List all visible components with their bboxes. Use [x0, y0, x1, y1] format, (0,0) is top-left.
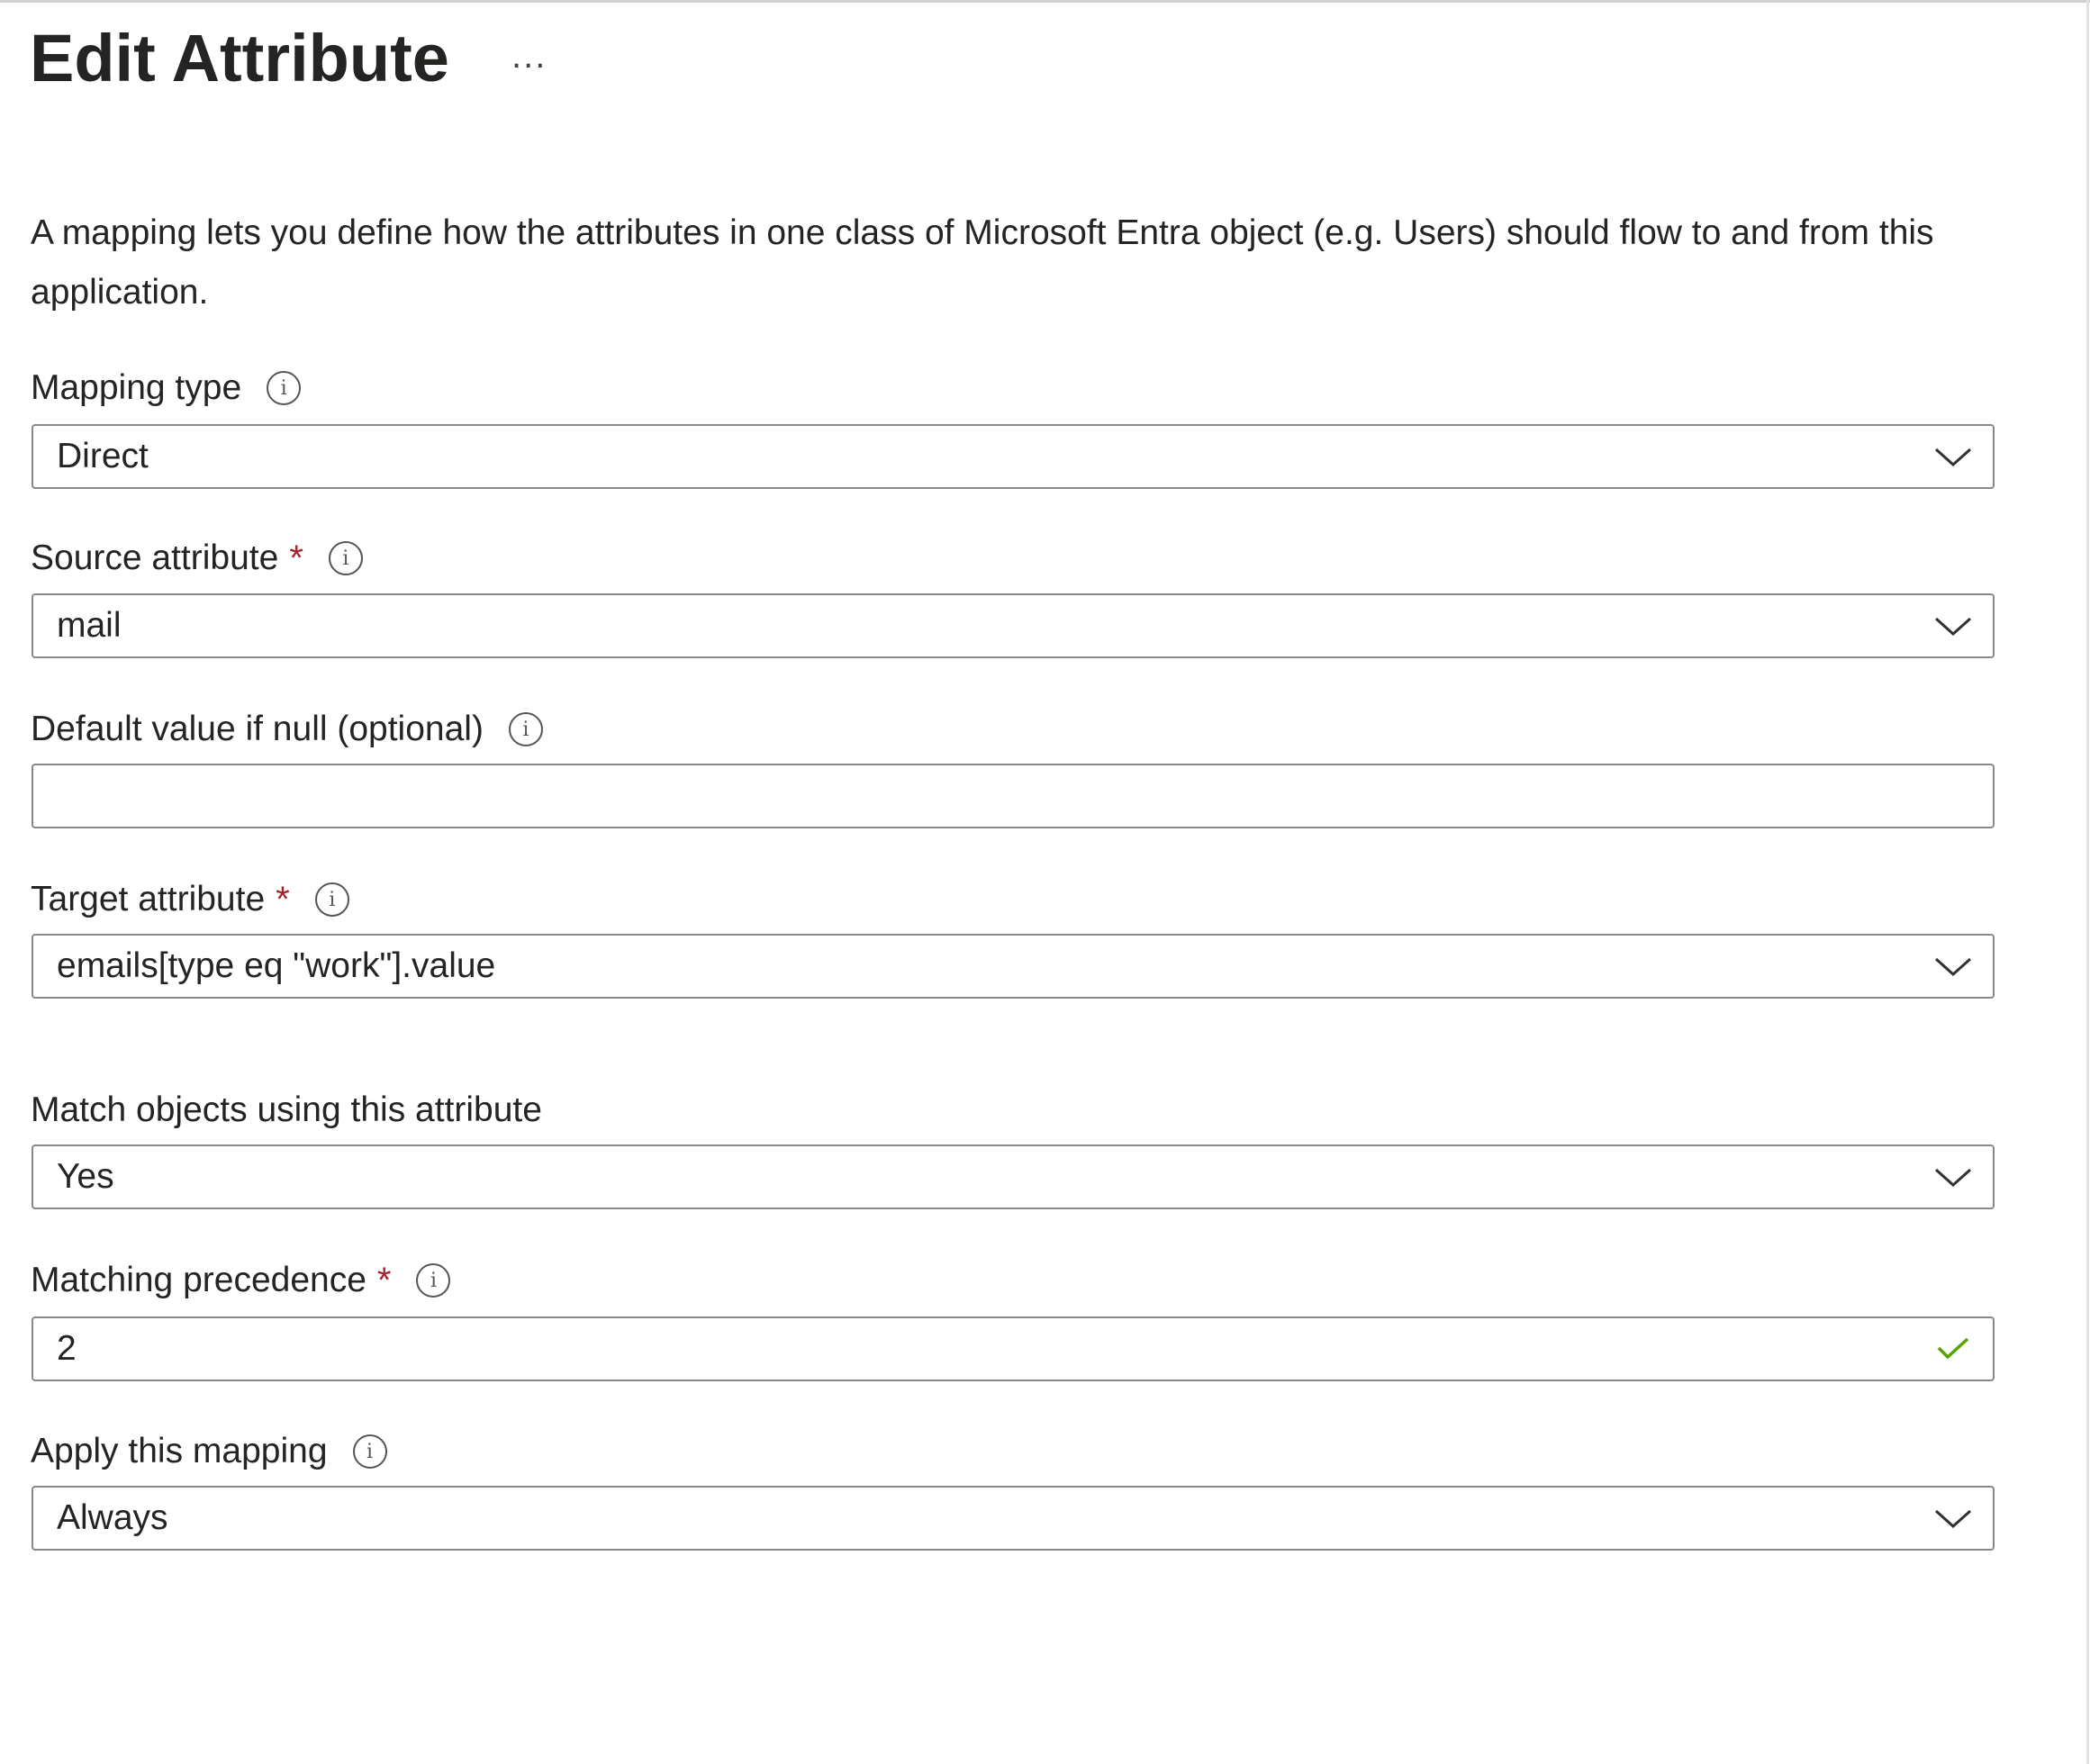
- description-text: A mapping lets you define how the attributes in one class of Microsoft Entra object (e.g. Users) should flow to and from this application.: [31, 213, 1934, 312]
- chevron-down-icon: [1933, 1505, 1973, 1532]
- page-title: Edit Attribute: [30, 21, 449, 95]
- mapping-type-dropdown[interactable]: [32, 424, 1995, 489]
- matching-precedence-input[interactable]: [32, 1316, 1995, 1381]
- dropdown-value: emails[type eq "work"].value: [57, 946, 496, 985]
- info-icon[interactable]: i: [416, 1263, 450, 1298]
- apply-mapping-dropdown[interactable]: [32, 1486, 1995, 1551]
- checkmark-icon: [1933, 1335, 1973, 1362]
- default-value-label: [31, 707, 543, 752]
- info-icon[interactable]: i: [509, 712, 543, 746]
- label-text: Source attribute: [31, 538, 279, 577]
- info-icon[interactable]: i: [267, 371, 301, 405]
- input-value: 2: [57, 1329, 77, 1368]
- chevron-down-icon: [1933, 612, 1973, 639]
- match-objects-dropdown[interactable]: [32, 1144, 1995, 1209]
- panel-scrollbar-edge: [2086, 0, 2089, 1764]
- chevron-down-icon: [1933, 443, 1973, 470]
- info-icon[interactable]: i: [315, 882, 349, 917]
- mapping-type-label: [31, 366, 301, 411]
- top-divider: [0, 0, 2090, 3]
- label-text: Matching precedence: [31, 1261, 366, 1299]
- label-text: Apply this mapping: [31, 1432, 328, 1470]
- dropdown-value: Direct: [57, 437, 149, 475]
- chevron-down-icon: [1933, 1163, 1973, 1190]
- matching-precedence-label: [31, 1258, 450, 1303]
- label-text: Mapping type: [31, 368, 242, 407]
- required-asterisk: *: [276, 879, 290, 919]
- info-icon[interactable]: i: [329, 541, 363, 575]
- source-attribute-label: [31, 536, 363, 581]
- label-text: Default value if null (optional): [31, 710, 484, 748]
- apply-mapping-label: [31, 1429, 387, 1474]
- label-text: Target attribute: [31, 880, 266, 918]
- info-icon[interactable]: i: [353, 1434, 387, 1469]
- source-attribute-dropdown[interactable]: [32, 593, 1995, 658]
- more-options-button[interactable]: ...: [511, 36, 547, 76]
- target-attribute-label: [31, 877, 349, 922]
- required-asterisk: *: [289, 538, 303, 578]
- target-attribute-dropdown[interactable]: [32, 934, 1995, 999]
- default-value-input[interactable]: [32, 764, 1995, 828]
- dropdown-value: mail: [57, 606, 122, 645]
- dropdown-value: Yes: [57, 1157, 114, 1196]
- label-text: Match objects using this attribute: [31, 1090, 542, 1129]
- dropdown-value: Always: [57, 1498, 168, 1537]
- chevron-down-icon: [1933, 953, 1973, 980]
- required-asterisk: *: [376, 1260, 392, 1300]
- match-objects-label: [31, 1088, 542, 1133]
